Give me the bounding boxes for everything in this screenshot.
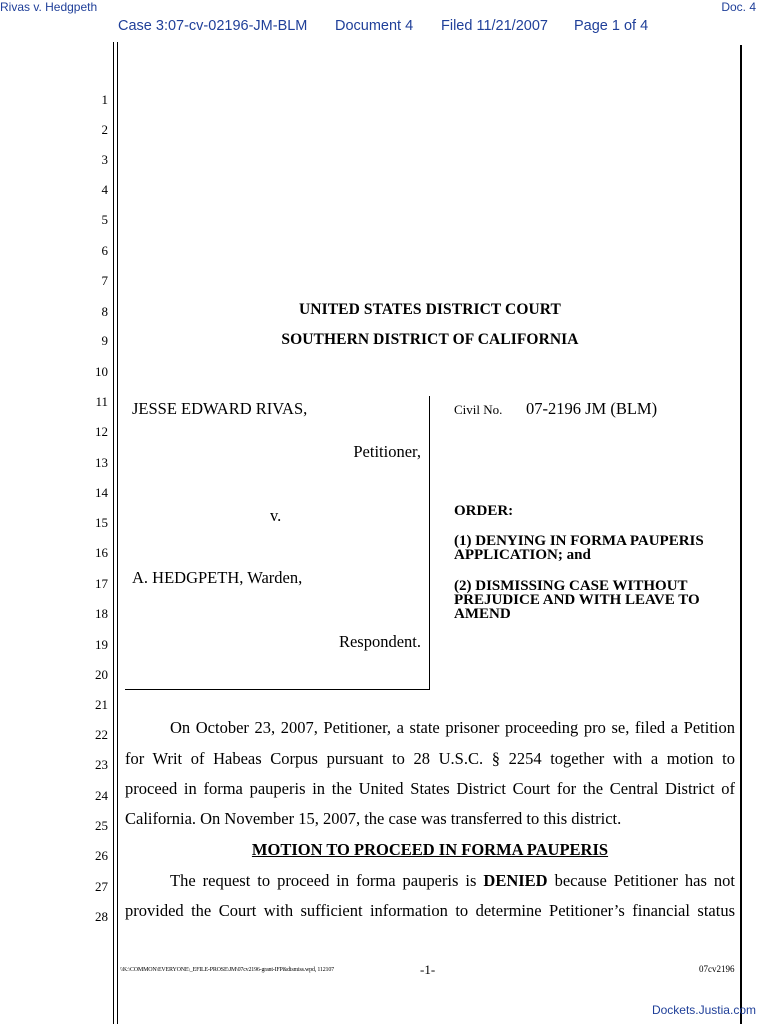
line-number: 24 <box>95 788 108 803</box>
section-heading: MOTION TO PROCEED IN FORMA PAUPERIS <box>251 840 609 859</box>
respondent-role: Respondent. <box>338 632 421 651</box>
paragraph-line <box>170 871 735 891</box>
line-number: 16 <box>95 545 108 560</box>
header-filed-date: Filed 11/21/2007 <box>441 18 548 34</box>
order-title: ORDER: <box>454 503 514 519</box>
petitioner-role: Petitioner, <box>353 442 421 461</box>
order-item-denying-ifp: (1) DENYING IN FORMA PAUPERIS APPLICATION; and <box>454 533 704 563</box>
respondent-name: A. HEDGPETH, Warden, <box>132 568 303 587</box>
paragraph-line: for Writ of Habeas Corpus pursuant to 28 U.S.C. § 2254 together with a motion to <box>125 749 735 768</box>
header-case-number: Case 3:07-cv-02196-JM-BLM <box>118 18 308 34</box>
left-margin-rule-outer <box>113 42 114 1024</box>
caption-bottom-rule <box>125 689 430 690</box>
civil-no-value: 07-2196 JM (BLM) <box>526 399 658 418</box>
line-number: 6 <box>101 243 108 258</box>
case-title-link[interactable]: Rivas v. Hedgpeth <box>0 0 98 14</box>
header-document: Document 4 <box>335 18 414 34</box>
line-number: 15 <box>95 515 108 530</box>
line-number: 11 <box>95 394 108 409</box>
line-number: 23 <box>95 757 108 772</box>
line-number: 9 <box>101 333 108 348</box>
line-number: 22 <box>95 727 108 742</box>
line-number: 14 <box>95 485 108 500</box>
line-number: 18 <box>95 606 108 621</box>
paragraph-line: On October 23, 2007, Petitioner, a state prisoner proceeding pro se, filed a Petition <box>170 718 735 737</box>
line-number: 20 <box>95 667 108 682</box>
left-margin-rule-inner <box>117 42 118 1024</box>
line-number: 21 <box>95 697 108 712</box>
petitioner-name: JESSE EDWARD RIVAS, <box>132 399 308 418</box>
line-number: 12 <box>95 424 108 439</box>
document-code: 07cv2196 <box>699 964 735 974</box>
line-number: 27 <box>95 879 108 894</box>
caption-vertical-rule <box>429 396 430 690</box>
line-number: 10 <box>95 364 108 379</box>
page-number: -1- <box>420 962 436 977</box>
paragraph-line: California. On November 15, 2007, the case was transferred to this district. <box>125 809 622 828</box>
line-number: 3 <box>101 152 108 167</box>
line-number: 26 <box>95 848 108 863</box>
document-number-link[interactable]: Doc. 4 <box>721 0 756 14</box>
line-number: 13 <box>95 455 108 470</box>
line-number: 28 <box>95 909 108 924</box>
paragraph-line: proceed in forma pauperis in the United States District Court for the Central District of <box>125 779 735 798</box>
line-number: 19 <box>95 637 108 652</box>
line-number: 8 <box>101 304 108 319</box>
line-number: 2 <box>101 122 108 137</box>
line-number: 5 <box>101 212 108 227</box>
paragraph-line: provided the Court with sufficient information to determine Petitioner’s financial status <box>125 901 735 920</box>
header-page-count: Page 1 of 4 <box>574 18 649 34</box>
line-number: 4 <box>101 182 108 197</box>
file-path-footer: \\K:\COMMON\EVERYONE\_EFILE-PROSE\JM\07cv2196-grant-IFP&dismiss.wpd, 112107 <box>120 967 334 973</box>
order-item-dismissing-case: (2) DISMISSING CASE WITHOUT PREJUDICE AND WITH LEAVE TO AMEND <box>454 578 700 622</box>
line-number: 17 <box>95 576 108 591</box>
line-number: 7 <box>101 273 108 288</box>
civil-no-label: Civil No. <box>454 402 503 417</box>
line-number: 25 <box>95 818 108 833</box>
court-name-line2: SOUTHERN DISTRICT OF CALIFORNIA <box>281 331 579 348</box>
versus: v. <box>270 506 282 525</box>
paragraph-text: The request to proceed in forma pauperis is <box>170 871 484 890</box>
denied-emphasis: DENIED <box>483 871 548 890</box>
dockets-justia-link[interactable]: Dockets.Justia.com <box>651 1003 756 1017</box>
court-name-line1: UNITED STATES DISTRICT COURT <box>299 301 561 318</box>
paragraph-text: because Petitioner has not <box>547 871 736 890</box>
right-margin-rule <box>740 45 742 1024</box>
line-number: 1 <box>101 92 108 107</box>
